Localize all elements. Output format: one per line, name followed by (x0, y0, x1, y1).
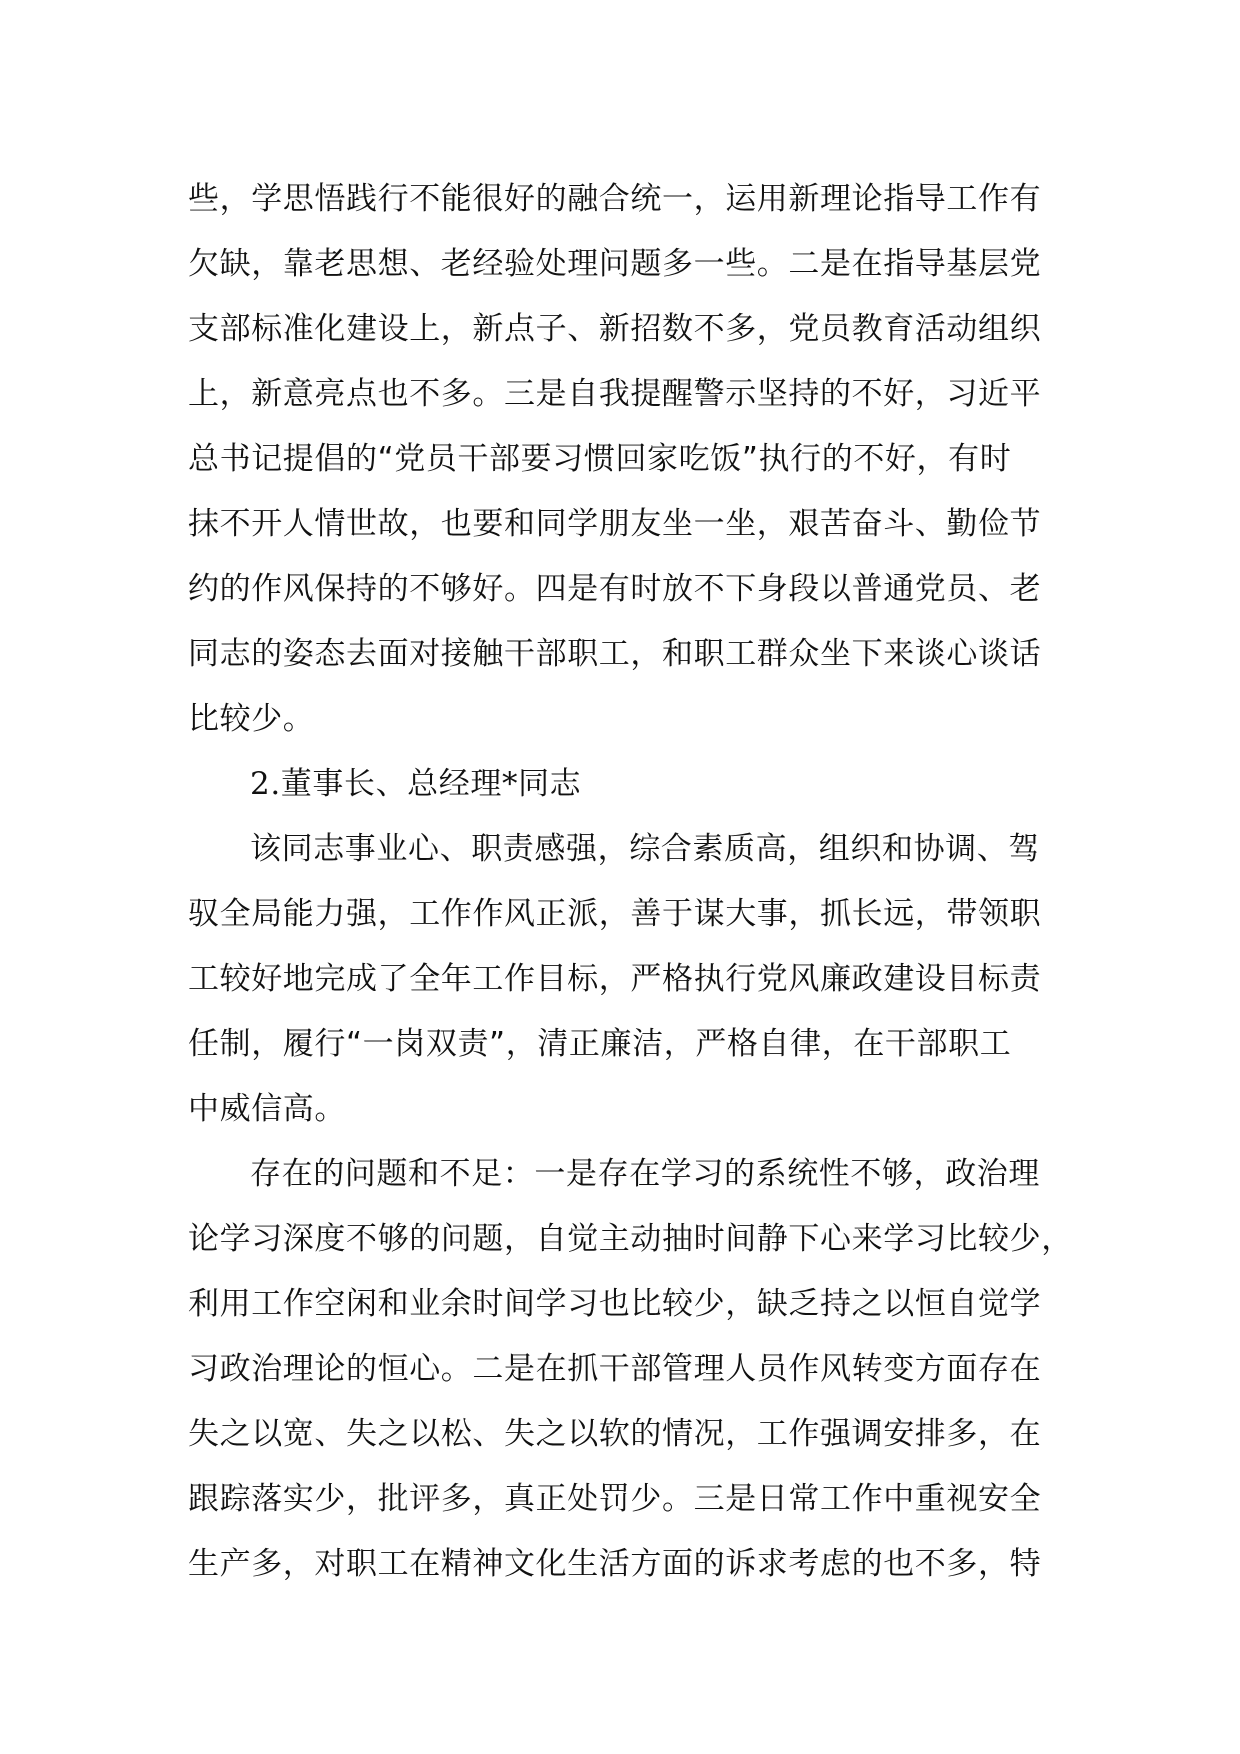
text-line: 失之以宽、失之以松、失之以软的情况，工作强调安排多，在 (188, 1416, 1042, 1452)
section-heading: 2.董事长、总经理*同志 (250, 766, 582, 802)
text-line: 习政治理论的恒心。二是在抓干部管理人员作风转变方面存在 (188, 1351, 1042, 1387)
text-line: 些，学思悟践行不能很好的融合统一，运用新理论指导工作有 (188, 181, 1042, 217)
text-line: 中威信高。 (188, 1091, 346, 1127)
text-line: 任制，履行“一岗双责”，清正廉洁，严格自律，在干部职工 (188, 1026, 1012, 1062)
text-line: 支部标准化建设上，新点子、新招数不多，党员教育活动组织 (188, 311, 1042, 347)
text-line: 生产多，对职工在精神文化生活方面的诉求考虑的也不多，特 (188, 1546, 1042, 1582)
text-line: 跟踪落实少，批评多，真正处罚少。三是日常工作中重视安全 (188, 1481, 1042, 1517)
text-line: 约的作风保持的不够好。四是有时放不下身段以普通党员、老 (188, 571, 1042, 607)
text-line: 论学习深度不够的问题，自觉主动抽时间静下心来学习比较少， (188, 1221, 1073, 1257)
text-line: 上，新意亮点也不多。三是自我提醒警示坚持的不好，习近平 (188, 376, 1042, 412)
text-line: 驭全局能力强，工作作风正派，善于谋大事，抓长远，带领职 (188, 896, 1042, 932)
text-line: 抹不开人情世故，也要和同学朋友坐一坐，艰苦奋斗、勤俭节 (188, 506, 1042, 542)
text-line: 比较少。 (188, 701, 315, 737)
paragraph-first-line: 存在的问题和不足：一是存在学习的系统性不够，政治理 (250, 1156, 1040, 1192)
text-line: 利用工作空闲和业余时间学习也比较少，缺乏持之以恒自觉学 (188, 1286, 1042, 1322)
paragraph-first-line: 该同志事业心、职责感强，综合素质高，组织和协调、驾 (250, 831, 1040, 867)
text-line: 工较好地完成了全年工作目标，严格执行党风廉政建设目标责 (188, 961, 1042, 997)
text-line: 同志的姿态去面对接触干部职工，和职工群众坐下来谈心谈话 (188, 636, 1042, 672)
text-line: 总书记提倡的“党员干部要习惯回家吃饭”执行的不好，有时 (188, 441, 1012, 477)
document-body (188, 167, 1088, 1597)
text-line: 欠缺，靠老思想、老经验处理问题多一些。二是在指导基层党 (188, 246, 1042, 282)
